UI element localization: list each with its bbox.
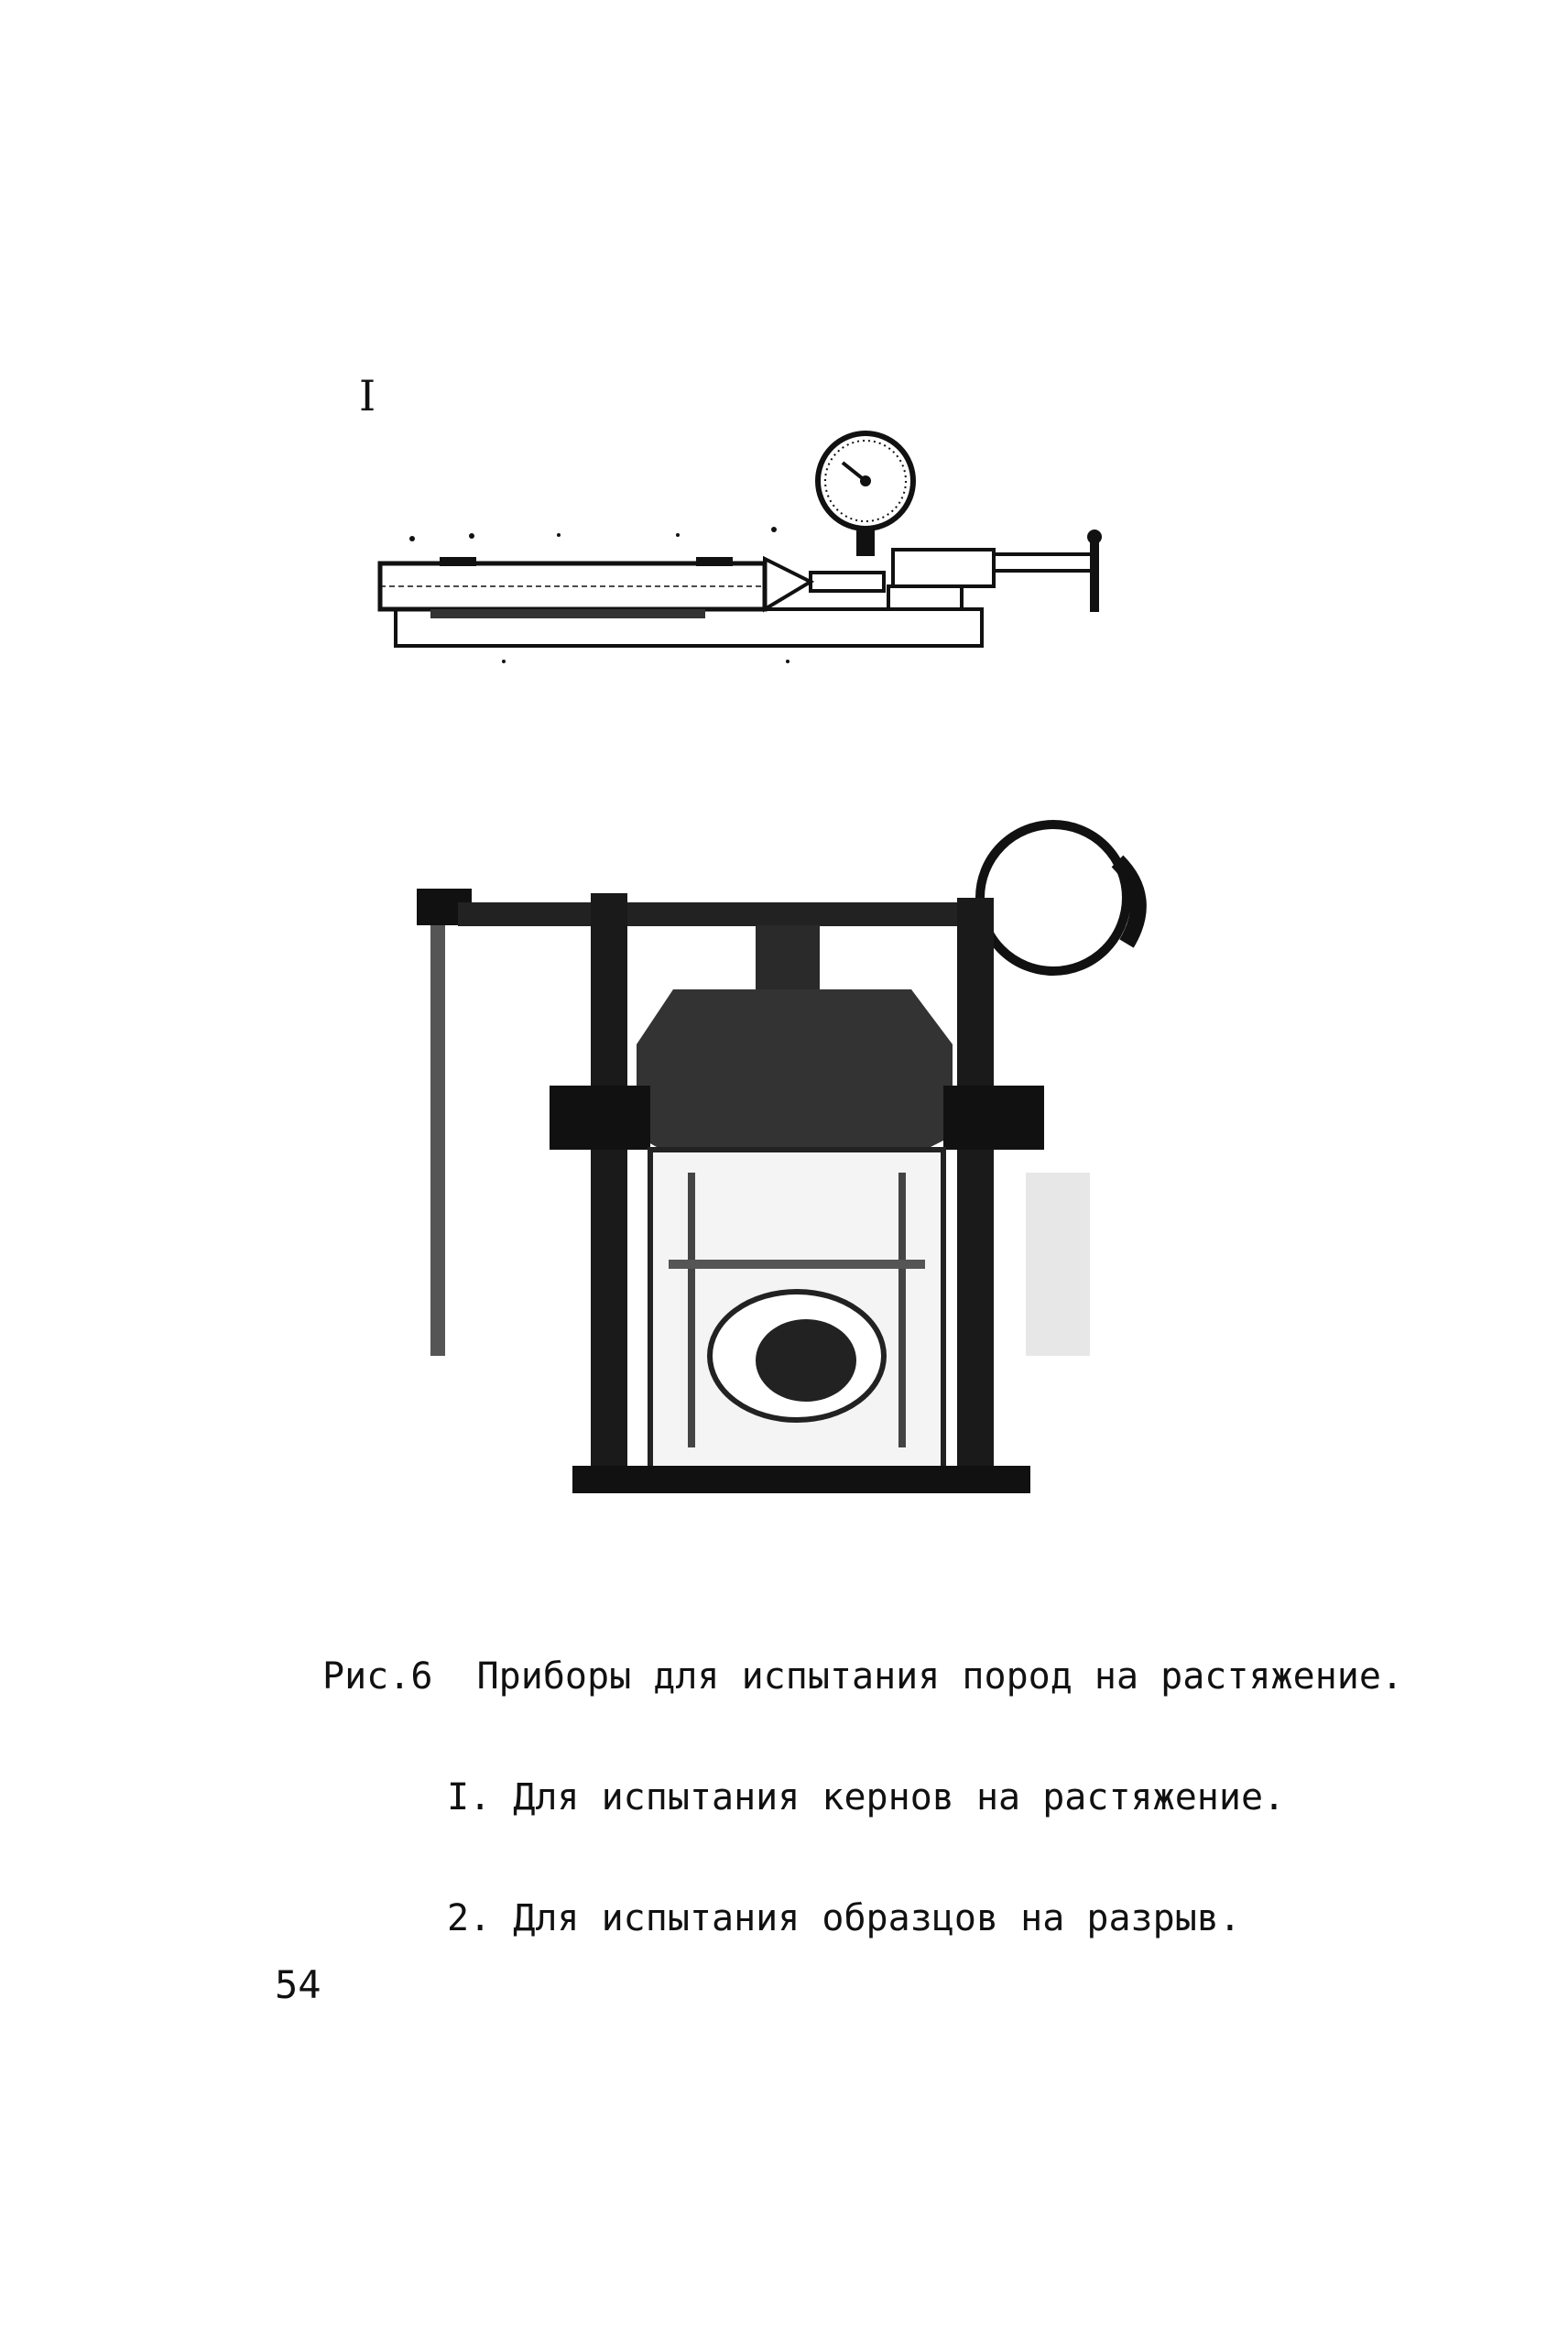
figure2-photo <box>394 806 1218 1502</box>
page-number: 54 <box>275 1962 321 2007</box>
caption-item: I. Для испытания кернов на растяжение. <box>447 1776 1286 1818</box>
figure1-drawing <box>348 421 1154 696</box>
figure1-label: I <box>359 371 376 420</box>
figure-caption <box>322 1576 1403 1979</box>
caption-figure-number: Рис.6 <box>322 1655 433 1698</box>
caption-item: 2. Для испытания образцов на разрыв. <box>447 1897 1241 1939</box>
caption-title: Приборы для испытания пород на растяжение. <box>476 1655 1404 1698</box>
caption-title-row <box>322 1656 1403 1697</box>
